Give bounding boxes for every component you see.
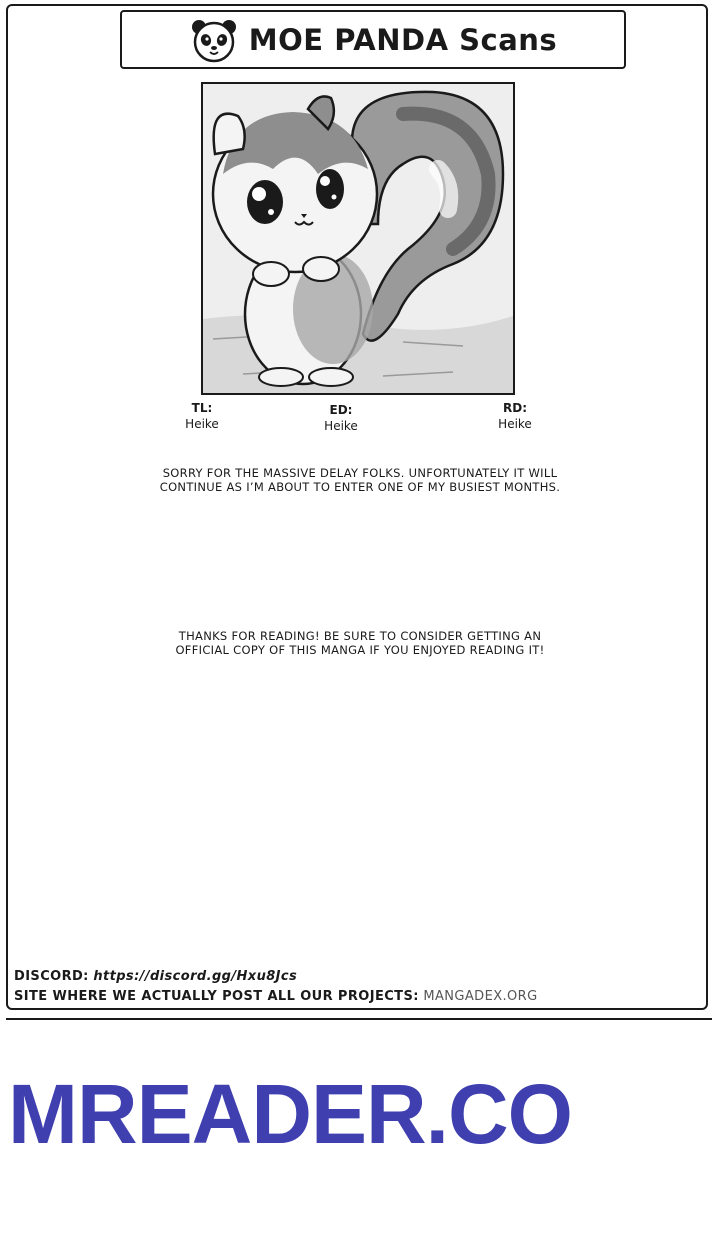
header-banner bbox=[120, 10, 626, 69]
squirrel-illustration bbox=[201, 82, 515, 395]
discord-line bbox=[14, 969, 297, 984]
credit-redrawer bbox=[485, 400, 545, 432]
credit-translator bbox=[172, 400, 232, 432]
delay-note-line: SORRY FOR THE MASSIVE DELAY FOLKS. UNFORTUNATELY IT WILL bbox=[162, 466, 558, 480]
discord-link[interactable]: https://discord.gg/Hxu8Jcs bbox=[93, 969, 298, 984]
discord-label: DISCORD: bbox=[14, 969, 89, 984]
delay-note-line: CONTINUE AS I’M ABOUT TO ENTER ONE OF MY BUSIEST MONTHS. bbox=[159, 480, 561, 494]
credit-role: RD: bbox=[503, 401, 527, 415]
watermark: MREADER.CO bbox=[8, 1067, 573, 1161]
credit-role: TL: bbox=[191, 401, 213, 415]
page-title: MOE PANDA Scans bbox=[248, 22, 558, 57]
thanks-note bbox=[60, 629, 660, 657]
credit-name: Heike bbox=[185, 417, 219, 431]
credit-editor bbox=[311, 402, 371, 434]
credit-role: ED: bbox=[329, 403, 353, 417]
credit-name: Heike bbox=[324, 419, 358, 433]
site-line bbox=[14, 989, 538, 1004]
credit-name: Heike bbox=[498, 417, 532, 431]
panda-icon bbox=[189, 15, 239, 65]
mangadex-link[interactable]: MANGADEX.ORG bbox=[423, 989, 538, 1004]
delay-note bbox=[60, 466, 660, 494]
page-border-shadow bbox=[6, 1018, 712, 1020]
thanks-note-line: THANKS FOR READING! BE SURE TO CONSIDER GETTING AN bbox=[178, 629, 542, 643]
site-label: SITE WHERE WE ACTUALLY POST ALL OUR PROJECTS: bbox=[14, 989, 419, 1004]
thanks-note-line: OFFICIAL COPY OF THIS MANGA IF YOU ENJOYED READING IT! bbox=[175, 643, 545, 657]
